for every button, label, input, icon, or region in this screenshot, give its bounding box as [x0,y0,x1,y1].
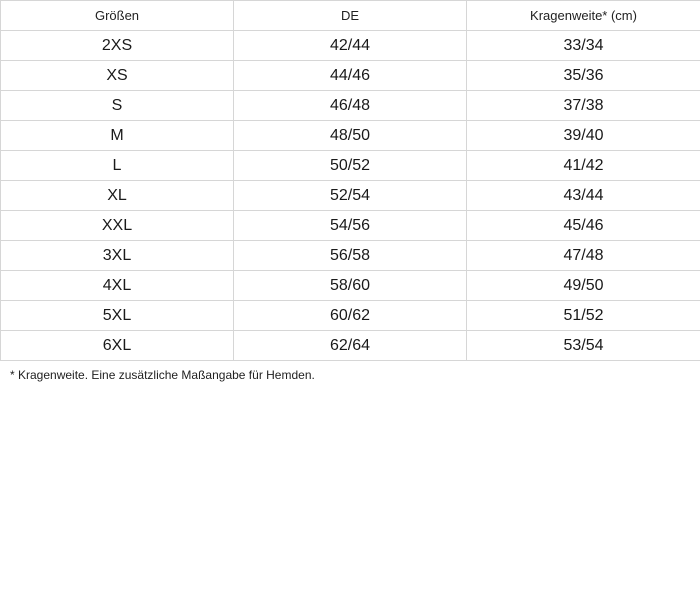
collar-cell: 51/52 [467,301,700,331]
size-cell: 5XL [1,301,234,331]
table-header-row [1,1,700,31]
collar-width-footnote: * Kragenweite. Eine zusätzliche Maßangabe für Hemden. [10,368,315,382]
de-cell: 42/44 [234,31,467,61]
size-cell: 2XS [1,31,234,61]
table-row [1,181,700,211]
table-row [1,151,700,181]
table-row [1,91,700,121]
de-cell: 44/46 [234,61,467,91]
table-row [1,31,700,61]
collar-cell: 49/50 [467,271,700,301]
header-collar-width: Kragenweite* (cm) [467,1,700,31]
de-cell: 48/50 [234,121,467,151]
table-row [1,241,700,271]
size-cell: M [1,121,234,151]
de-cell: 50/52 [234,151,467,181]
de-cell: 52/54 [234,181,467,211]
collar-cell: 35/36 [467,61,700,91]
de-cell: 62/64 [234,331,467,361]
size-cell: 3XL [1,241,234,271]
table-row [1,331,700,361]
table-row [1,211,700,241]
header-de: DE [234,1,467,31]
size-cell: 4XL [1,271,234,301]
de-cell: 54/56 [234,211,467,241]
collar-cell: 45/46 [467,211,700,241]
de-cell: 46/48 [234,91,467,121]
table-row [1,61,700,91]
size-cell: 6XL [1,331,234,361]
collar-cell: 33/34 [467,31,700,61]
size-cell: XL [1,181,234,211]
collar-cell: 53/54 [467,331,700,361]
collar-cell: 43/44 [467,181,700,211]
collar-cell: 41/42 [467,151,700,181]
collar-cell: 47/48 [467,241,700,271]
header-sizes: Größen [1,1,234,31]
collar-cell: 37/38 [467,91,700,121]
table-row [1,271,700,301]
size-cell: XS [1,61,234,91]
de-cell: 58/60 [234,271,467,301]
table-row [1,301,700,331]
collar-cell: 39/40 [467,121,700,151]
table-row [1,121,700,151]
de-cell: 56/58 [234,241,467,271]
de-cell: 60/62 [234,301,467,331]
size-cell: L [1,151,234,181]
size-cell: S [1,91,234,121]
size-cell: XXL [1,211,234,241]
